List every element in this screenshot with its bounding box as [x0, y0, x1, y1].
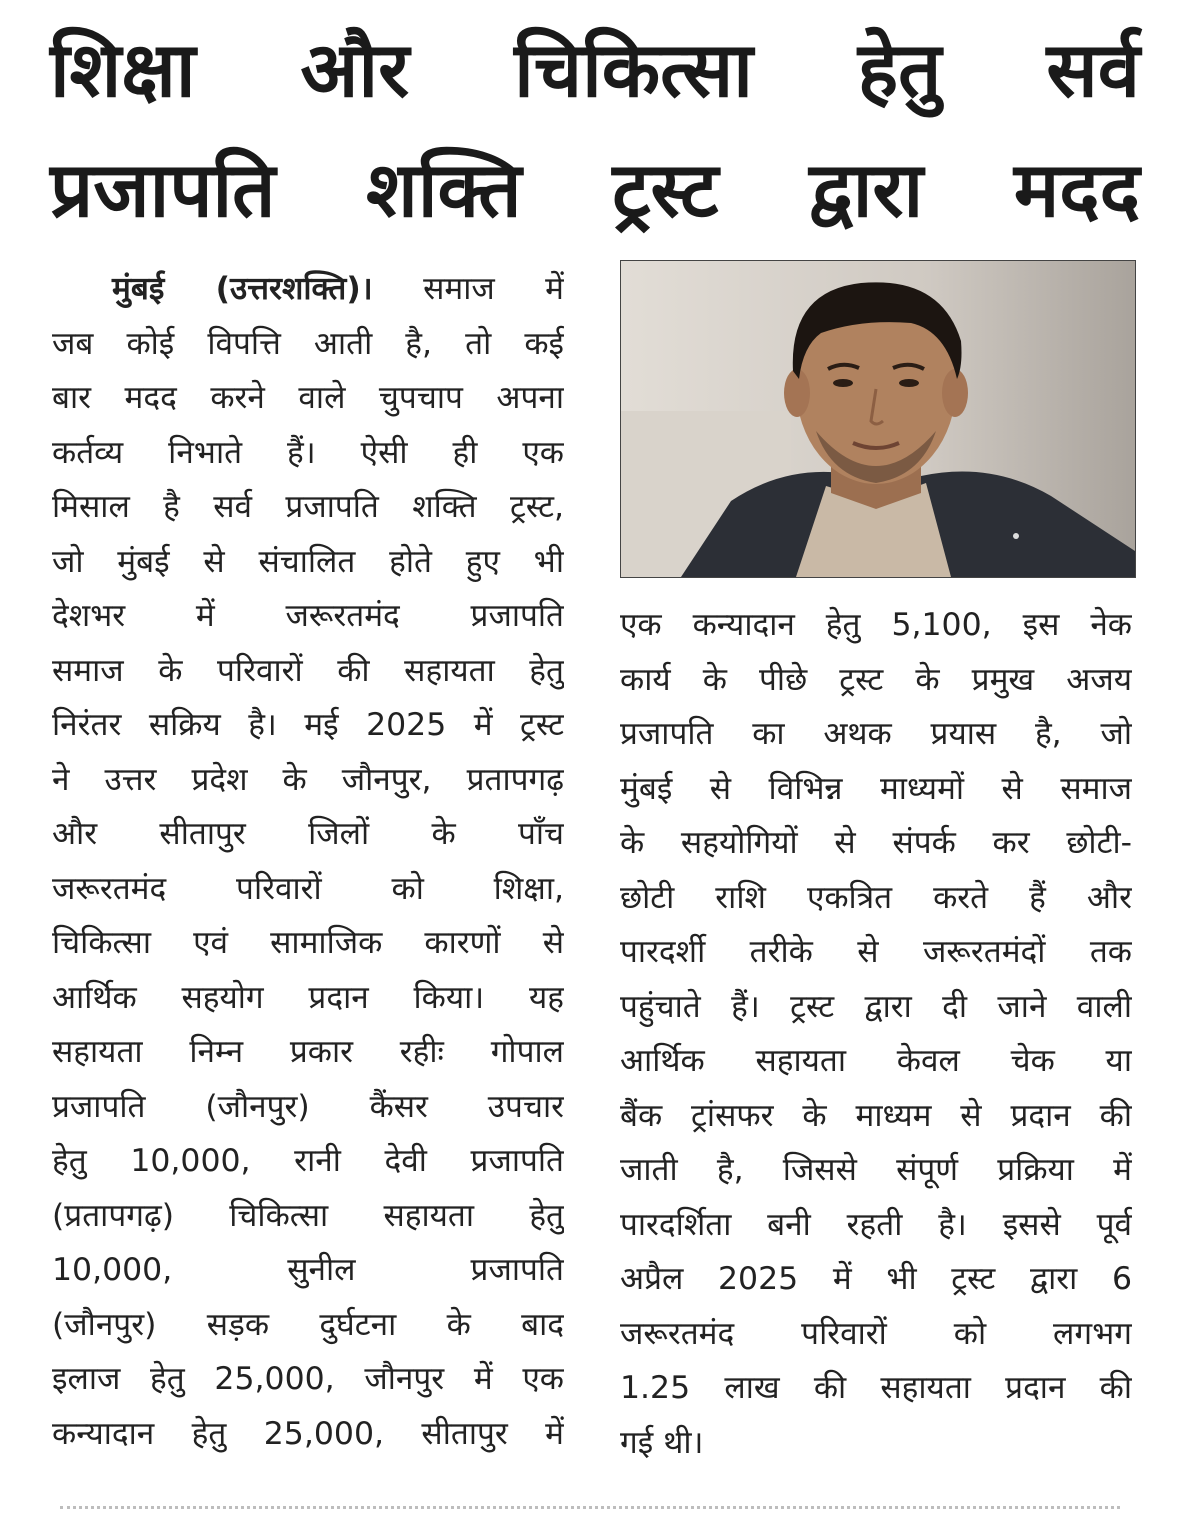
portrait-photo [620, 260, 1136, 578]
article-line: समाज में [423, 271, 564, 307]
article-line: आर्थिक सहायता केवल चेक या [620, 1043, 1132, 1079]
article-line: इलाज हेतु 25,000, जौनपुर में एक [52, 1361, 564, 1397]
article-line: अप्रैल 2025 में भी ट्रस्ट द्वारा 6 [620, 1261, 1132, 1297]
article-line: निरंतर सक्रिय है। मई 2025 में ट्रस्ट [52, 707, 564, 743]
article-line: 10,000, सुनील प्रजापति [52, 1252, 564, 1288]
article-line: कार्य के पीछे ट्रस्ट के प्रमुख अजय [620, 661, 1132, 698]
article-line: कर्तव्य निभाते हैं। ऐसी ही एक [52, 434, 564, 471]
article-line: देशभर में जरूरतमंद प्रजापति [52, 598, 564, 634]
article-line: बैंक ट्रांसफर के माध्यम से प्रदान की [620, 1097, 1132, 1134]
article-line: हेतु 10,000, रानी देवी प्रजापति [52, 1143, 564, 1179]
article-line: सहायता निम्न प्रकार रहीः गोपाल [52, 1034, 564, 1070]
article-line: छोटी राशि एकत्रित करते हैं और [620, 879, 1132, 916]
article-line: मुंबई से विभिन्न माध्यमों से समाज [620, 770, 1132, 807]
article-line: (जौनपुर) सड़क दुर्घटना के बाद [52, 1306, 564, 1343]
headline-line-1: शिक्षा और चिकित्सा हेतु सर्व [50, 25, 1140, 114]
article-line: (प्रतापगढ़) चिकित्सा सहायता हेतु [52, 1197, 564, 1234]
article-line: कन्यादान हेतु 25,000, सीतापुर में [52, 1415, 564, 1452]
article-line: पहुंचाते हैं। ट्रस्ट द्वारा दी जाने वाली [620, 988, 1132, 1025]
page-bottom-rule [60, 1506, 1120, 1509]
article-line: जरूरतमंद परिवारों को शिक्षा, [52, 870, 564, 907]
article-line: ने उत्तर प्रदेश के जौनपुर, प्रतापगढ़ [52, 761, 564, 798]
article-line: गई थी। [620, 1424, 704, 1461]
article-line: बार मदद करने वाले चुपचाप अपना [52, 380, 564, 416]
portrait-photo-icon [621, 261, 1135, 577]
article-line: के सहयोगियों से संपर्क कर छोटी- [620, 825, 1132, 861]
article-line: समाज के परिवारों की सहायता हेतु [52, 652, 564, 689]
article-line: आर्थिक सहयोग प्रदान किया। यह [52, 979, 564, 1016]
article-line: और सीतापुर जिलों के पाँच [52, 816, 564, 852]
article-line: मिसाल है सर्व प्रजापति शक्ति ट्रस्ट, [52, 489, 564, 525]
article-line: एक कन्यादान हेतु 5,100, इस नेक [620, 607, 1132, 643]
article-line: जब कोई विपत्ति आती है, तो कई [52, 325, 564, 362]
article-left-column [52, 262, 564, 1461]
article-first-line [52, 262, 564, 317]
article-line: 1.25 लाख की सहायता प्रदान की [620, 1370, 1132, 1406]
article-line: प्रजापति का अथक प्रयास है, जो [620, 716, 1132, 752]
article-right-column [620, 598, 1132, 1470]
article-line: जो मुंबई से संचालित होते हुए भी [52, 543, 564, 580]
article-line: प्रजापति (जौनपुर) कैंसर उपचार [52, 1088, 564, 1125]
headline-line-2: प्रजापति शक्ति ट्रस्ट द्वारा मदद [50, 145, 1140, 234]
article-line: जरूरतमंद परिवारों को लगभग [620, 1315, 1132, 1352]
article-line: पारदर्शिता बनी रहती है। इससे पूर्व [620, 1206, 1132, 1243]
article-line: चिकित्सा एवं सामाजिक कारणों से [52, 925, 564, 961]
article-line: जाती है, जिससे संपूर्ण प्रक्रिया में [620, 1152, 1132, 1188]
article-line: पारदर्शी तरीके से जरूरतमंदों तक [620, 934, 1132, 970]
dateline: मुंबई (उत्तरशक्ति)। [112, 271, 373, 307]
